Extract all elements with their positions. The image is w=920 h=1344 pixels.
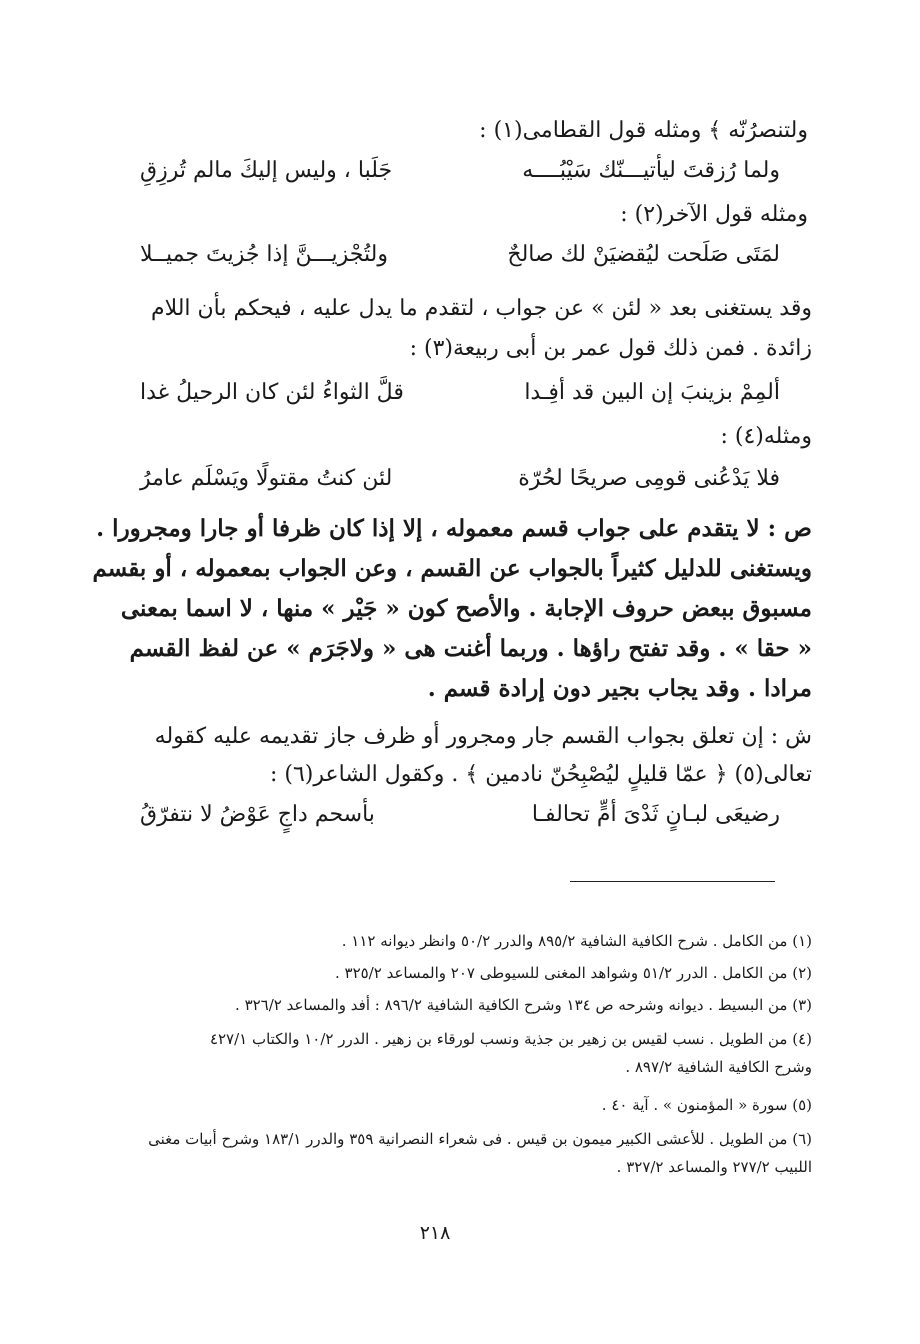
- verse-hemistich: ألمِمْ بزينبَ إن البين قد أفِـدا: [524, 380, 780, 405]
- rule-text-line: « حقا » . وقد تفتح راؤها . وربما أغنت هى « ولاجَرَم » عن لفظ القسم: [129, 635, 812, 662]
- text-line: ولتنصرُنّه ﴾ ومثله قول القطامى(١) :: [479, 118, 808, 143]
- commentary-line: تعالى(٥) ﴿ عمّا قليلٍ ليُصْبِحُنّ نادمين ﴾ . وكقول الشاعر(٦) :: [269, 762, 812, 787]
- verse-hemistich: لمَتَى صَلَحت ليُقضيَنْ لك صالحٌ: [507, 242, 780, 267]
- verse-hemistich: لئن كنتُ مقتولًا ويَسْلَم عامرُ: [140, 466, 393, 491]
- rule-text-line: مسبوق ببعض حروف الإجابة . والأصح كون « جَيْر » منها ، لا اسما بمعنى: [120, 595, 812, 622]
- text-line: ومثله(٤) :: [720, 424, 812, 449]
- footnote: (٥) سورة « المؤمنون » . آية ٤٠ .: [601, 1096, 812, 1114]
- rule-text-line: ص : لا يتقدم على جواب قسم معموله ، إلا إذا كان ظرفا أو جارا ومجرورا .: [96, 515, 812, 542]
- verse-hemistich: فلا يَدْعُنى قومِى صريحًا لحُرّة: [518, 466, 780, 491]
- verse-hemistich: ولتُجْزيـــنَّ إذا جُزيتَ جميــلا: [140, 242, 388, 267]
- footnote: (٢) من الكامل . الدرر ٥١/٢ وشواهد المغنى للسيوطى ٢٠٧ والمساعد ٣٢٥/٢ .: [334, 964, 812, 982]
- footnote: اللبيب ٢٧٧/٢ والمساعد ٣٢٧/٢ .: [616, 1158, 812, 1176]
- verse-hemistich: قلَّ الثواءُ لئن كان الرحيلُ غدا: [140, 380, 404, 405]
- footnote-separator: [570, 881, 775, 882]
- verse-hemistich: رضيعَى لبـانٍ ثَدْىَ أمٍّ تحالفـا: [531, 802, 780, 827]
- footnote: (٦) من الطويل . للأعشى الكبير ميمون بن قيس . فى شعراء النصرانية ٣٥٩ والدرر ١٨٣/١ وشرح أبيات مغنى: [148, 1130, 812, 1148]
- footnote: وشرح الكافية الشافية ٨٩٧/٢ .: [625, 1058, 812, 1076]
- footnote: (٣) من البسيط . ديوانه وشرحه ص ١٣٤ وشرح الكافية الشافية ٨٩٦/٢ : أفد والمساعد ٣٢٦/٢ .: [235, 996, 812, 1014]
- footnote: (١) من الكامل . شرح الكافية الشافية ٨٩٥/٢ والدرر ٥٠/٢ وانظر ديوانه ١١٢ .: [341, 932, 812, 950]
- verse-hemistich: بأسحم داجٍ عَوْضُ لا نتفرّقُ: [140, 802, 375, 827]
- verse-hemistich: ولما رُزقتَ ليأتيـــنّك سَيْبُــــه: [522, 158, 780, 183]
- rule-text-line: مرادا . وقد يجاب بجير دون إرادة قسم .: [427, 675, 812, 702]
- rule-text-line: ويستغنى للدليل كثيراً بالجواب عن القسم ، وعن الجواب بمعموله ، أو بقسم: [92, 555, 812, 582]
- page-number: ٢١٨: [419, 1222, 451, 1244]
- footnote: (٤) من الطويل . نسب لقيس بن زهير بن جذية ونسب لورقاء بن زهير . الدرر ١٠/٢ والكتاب ٤٢٧/١: [209, 1030, 812, 1048]
- text-line: ومثله قول الآخر(٢) :: [620, 202, 808, 227]
- verse-hemistich: جَلَبا ، وليس إليكَ مالم تُرزِقِ: [140, 158, 393, 183]
- commentary-line: ش : إن تعلق بجواب القسم جار ومجرور أو ظرف جاز تقديمه عليه كقوله: [154, 724, 812, 749]
- text-line: زائدة . فمن ذلك قول عمر بن أبى ربيعة(٣) :: [409, 336, 812, 361]
- text-line: وقد يستغنى بعد « لئن » عن جواب ، لتقدم ما يدل عليه ، فيحكم بأن اللام: [150, 296, 812, 321]
